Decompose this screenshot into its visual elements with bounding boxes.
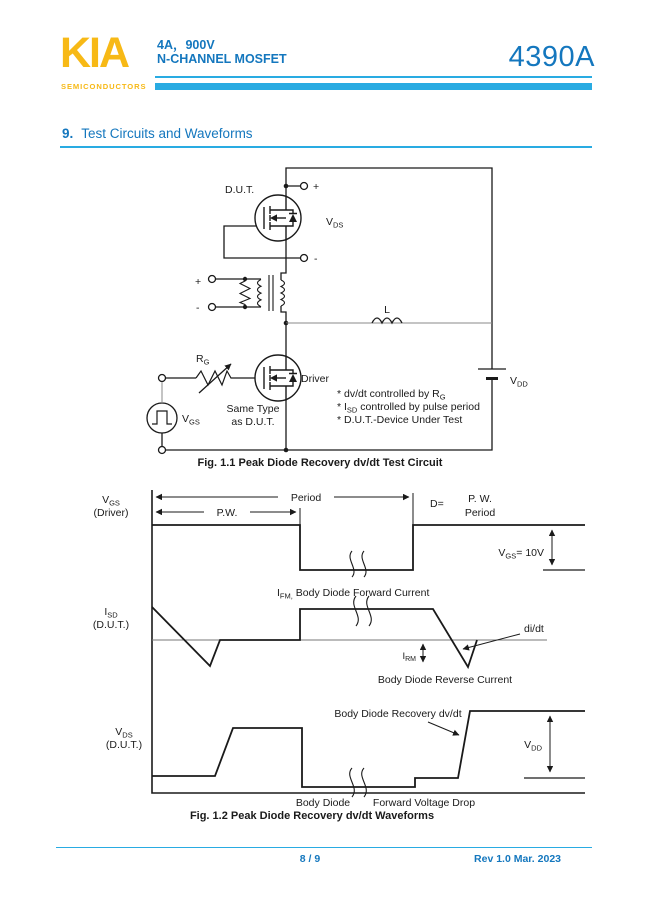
vds-minus-terminal — [301, 255, 308, 262]
didt-label: di/dt — [524, 623, 544, 635]
duty-frac-den: Period — [464, 507, 496, 519]
vds-plus-terminal — [301, 183, 308, 190]
ifm-label: $I_{FM,}$ Body Diode Forward Current — [277, 587, 430, 601]
vgs10-label: $V_{GS}= 10V$ — [498, 547, 544, 561]
waveform-axes — [152, 490, 585, 793]
rg-variable-arrow — [199, 364, 231, 393]
pw-label: P.W. — [216, 507, 238, 519]
irm-label: $I_{RM}$ — [402, 651, 416, 663]
revision-label: Rev 1.0 Mar. 2023 — [474, 853, 561, 865]
didt-arrow — [463, 634, 520, 649]
same-type-line1: Same Type — [226, 403, 280, 415]
waveform-diagram — [152, 490, 585, 797]
vds-plus-label: + — [313, 181, 320, 193]
dut-label: D.U.T. — [225, 184, 255, 196]
vds-minus-label: - — [314, 253, 318, 265]
resistor-icon — [240, 279, 250, 307]
fwd-drop-label: Forward Voltage Drop — [372, 797, 476, 809]
duty-frac-num: P. W. — [468, 493, 492, 505]
xfmr-plus-terminal — [209, 276, 216, 283]
part-number: 4390A — [508, 41, 595, 73]
vds-trace — [152, 711, 585, 787]
vgs-source-icon — [147, 403, 177, 433]
period-label: Period — [290, 492, 322, 504]
isd-trace — [152, 607, 477, 667]
driver-label: Driver — [301, 373, 329, 385]
section-title: Test Circuits and Waveforms — [81, 126, 253, 141]
section-number: 9. — [62, 126, 74, 141]
fig2-caption: Fig. 1.2 Peak Diode Recovery dv/dt Waveforms — [189, 810, 435, 822]
note-dvdt: * dv/dt controlled by $R_G$ — [337, 388, 446, 402]
gate-input-terminal — [159, 375, 166, 382]
break-mark-2 — [354, 596, 372, 626]
vdd-wave-label: $V_{DD}$ — [524, 739, 542, 753]
xfmr-plus-label: + — [195, 276, 202, 288]
recovery-label: Body Diode Recovery dv/dt — [334, 708, 462, 720]
vdd-label: $V_{DD}$ — [510, 375, 528, 389]
kia-logo-subtitle: SEMICONDUCTORS — [61, 82, 147, 91]
source-bottom-terminal — [159, 447, 166, 454]
reverse-current-label: Body Diode Reverse Current — [377, 674, 513, 686]
body-diode-label: Body Diode — [295, 797, 351, 809]
dut-mosfet-symbol — [255, 195, 301, 241]
vds-axis-label: $V_{DS}$ — [115, 726, 133, 740]
vds-axis-paren: (D.U.T.) — [105, 739, 143, 751]
same-type-line2: as D.U.T. — [231, 416, 275, 428]
fig1-caption: Fig. 1.1 Peak Diode Recovery dv/dt Test Circuit — [197, 457, 443, 469]
rg-label: $R_G$ — [196, 353, 210, 367]
vgs-axis-paren: (Driver) — [93, 507, 129, 519]
driver-mosfet-symbol — [255, 355, 301, 401]
xfmr-core — [269, 275, 273, 311]
circuit-top-rail — [286, 168, 492, 369]
device-rating: 4A，900V — [157, 38, 215, 52]
note-isd: * $I_{SD}$ controlled by pulse period — [337, 401, 480, 415]
isd-axis-paren: (D.U.T.) — [92, 619, 130, 631]
vds-label: $V_{DS}$ — [326, 216, 344, 230]
xfmr-secondary-coil — [281, 280, 285, 306]
kia-logo: KIA — [60, 29, 129, 77]
xfmr-primary-coil — [258, 280, 262, 307]
vgs-source-label: $V_{GS}$ — [182, 413, 200, 427]
rg-resistor-icon — [196, 371, 264, 385]
isd-axis-label: $I_{SD}$ — [104, 606, 118, 620]
xfmr-minus-label: - — [196, 302, 200, 314]
inductor-icon — [372, 318, 402, 323]
recovery-arrow — [428, 722, 459, 735]
break-mark-1 — [350, 551, 366, 577]
xfmr-minus-terminal — [209, 304, 216, 311]
note-dut: * D.U.T.-Device Under Test — [337, 414, 463, 426]
vgs-axis-label: $V_{GS}$ — [102, 494, 120, 508]
duty-eq-label: D= — [430, 498, 444, 510]
device-type: N-CHANNEL MOSFET — [157, 52, 287, 66]
inductor-label: L — [384, 304, 390, 316]
footer-rule — [56, 847, 592, 848]
page-number: 8 / 9 — [299, 853, 321, 865]
